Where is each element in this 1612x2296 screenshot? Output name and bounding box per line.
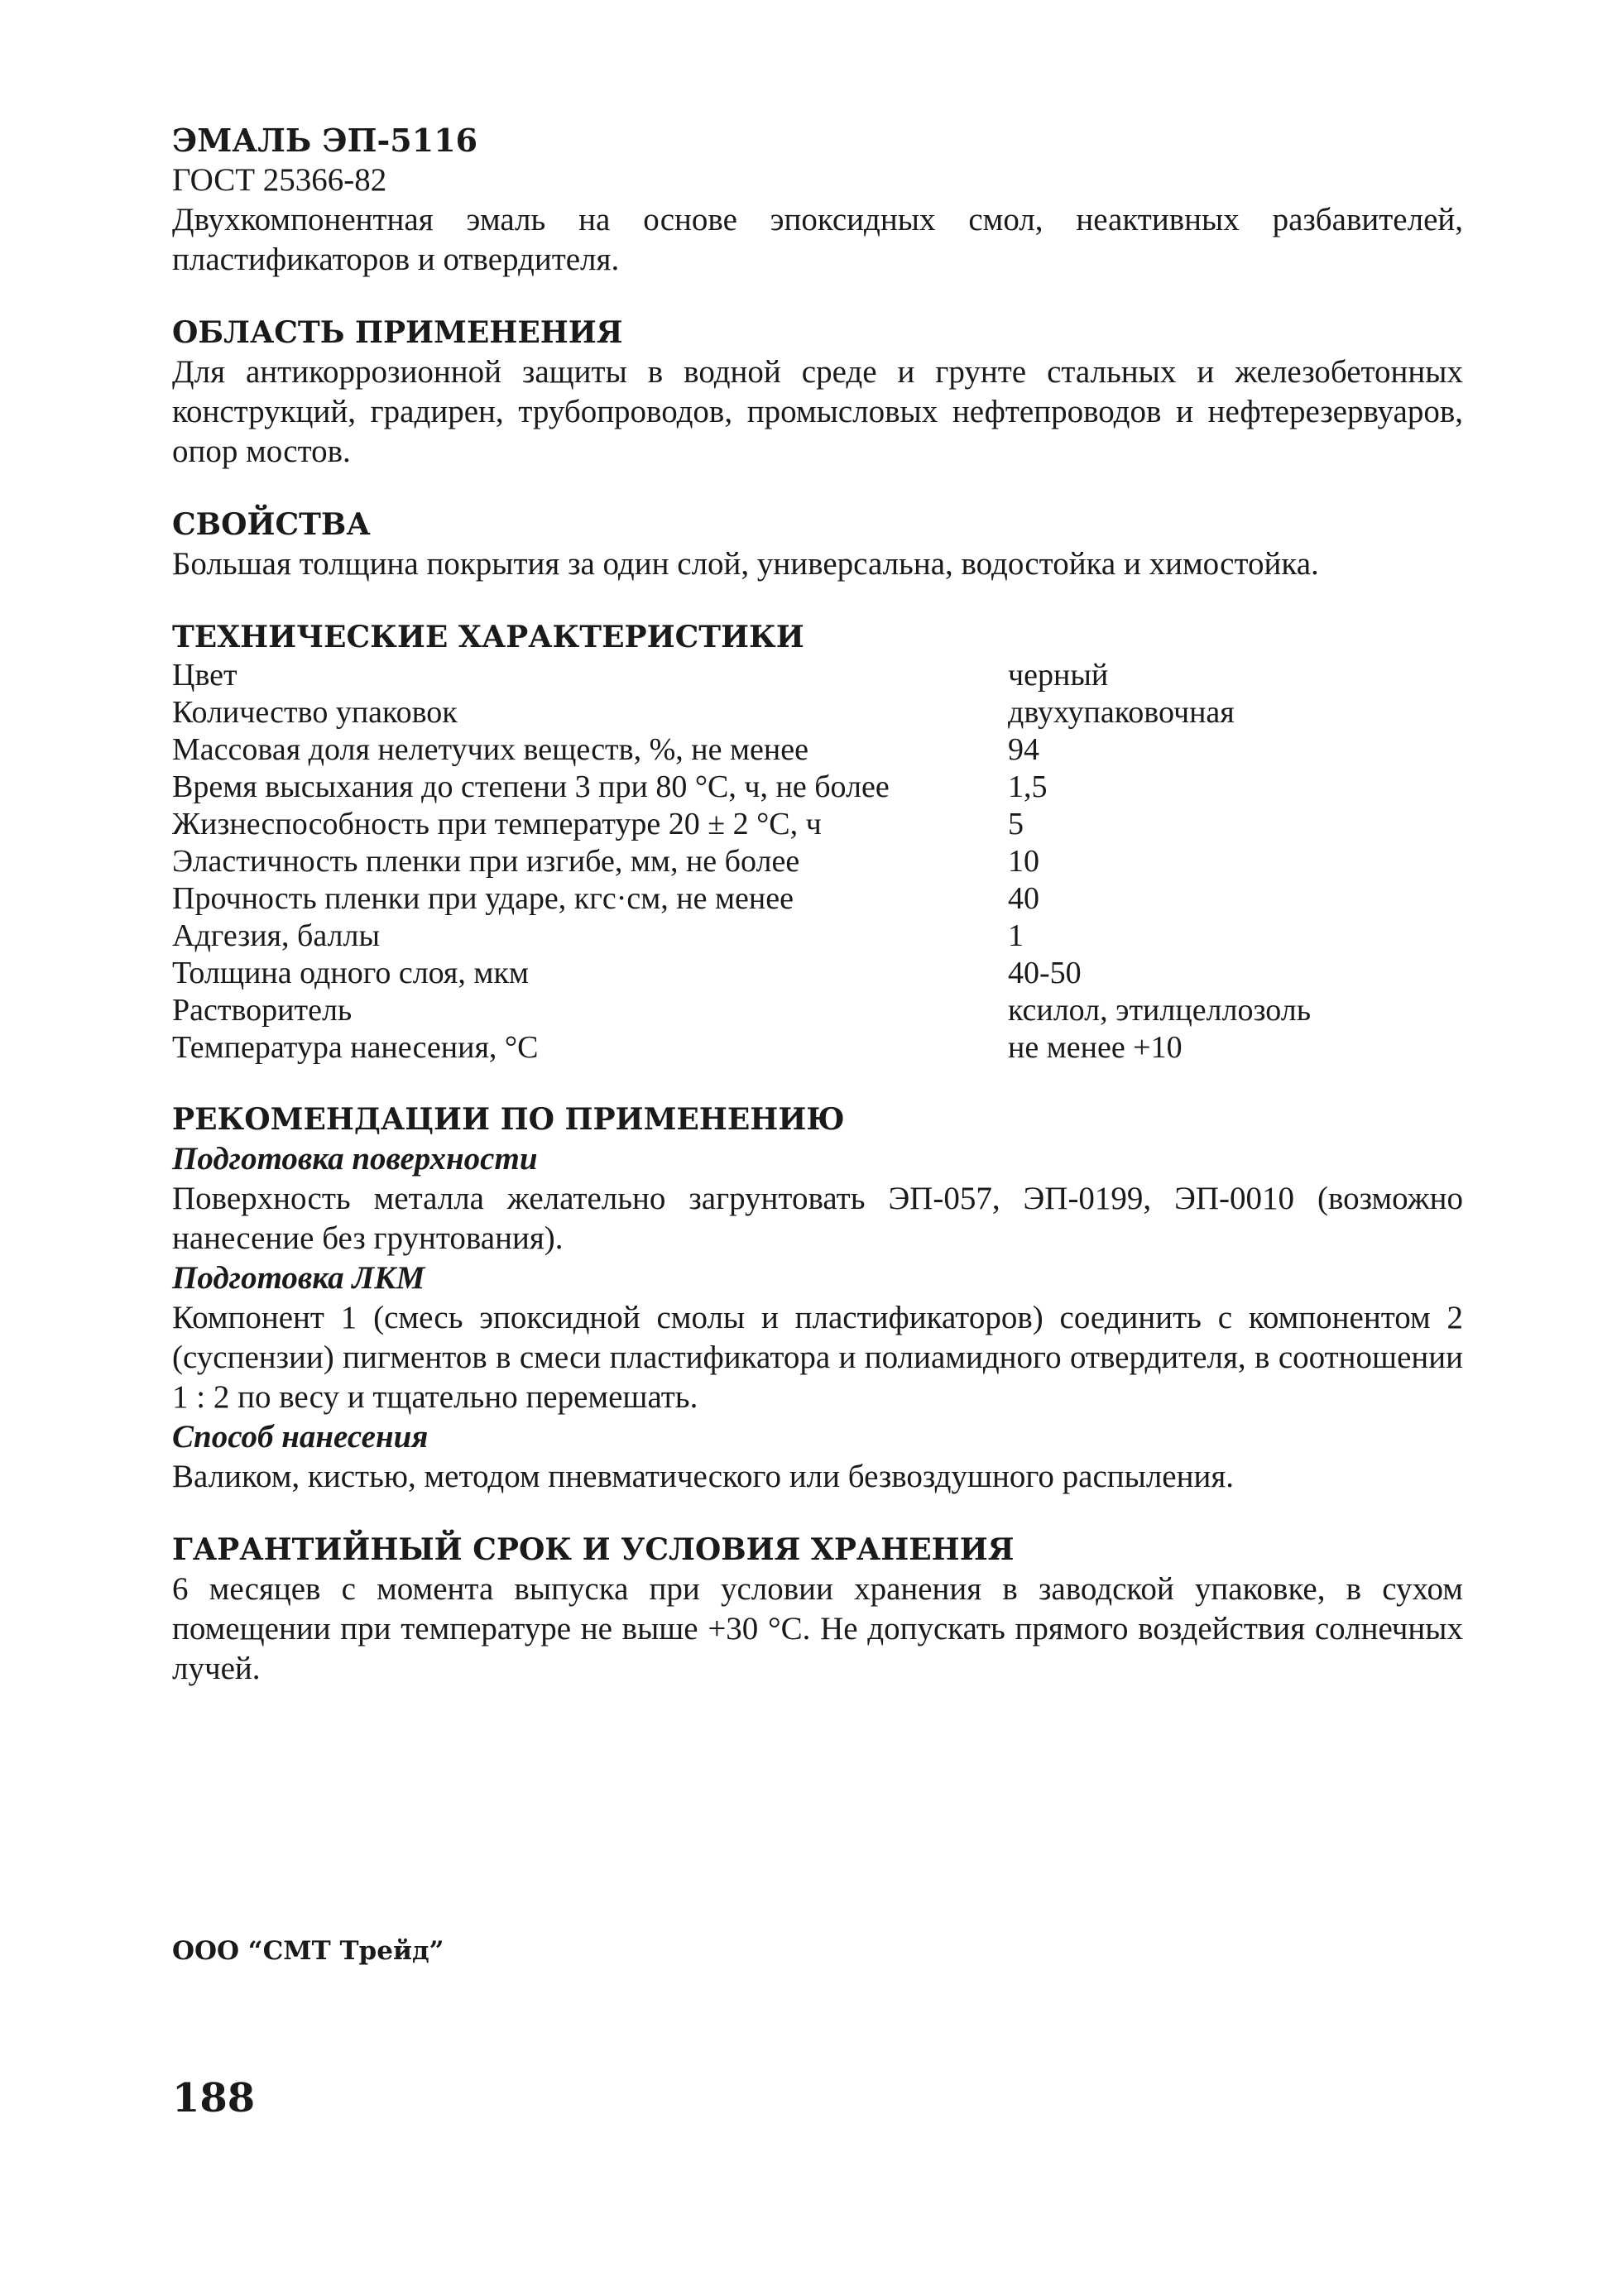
spec-value: 5: [1008, 807, 1024, 841]
spec-value: 10: [1008, 844, 1039, 879]
spec-label: Цвет: [172, 658, 237, 693]
spec-label: Адгезия, баллы: [172, 918, 381, 953]
method-heading: Способ нанесения: [172, 1419, 429, 1455]
table-row: [172, 1029, 1463, 1067]
surface-prep-heading: Подготовка поверхности: [172, 1141, 538, 1177]
surface-prep-text: Поверхность металла желательно загрунтовать ЭП-057, ЭП-0199, ЭП-0010 (возможно нанесение без грунтования).: [172, 1181, 1463, 1256]
properties-section: [172, 505, 1463, 584]
specs-table: [172, 657, 1463, 1067]
spec-label: Толщина одного слоя, мкм: [172, 956, 529, 990]
spec-label: Количество упаковок: [172, 695, 458, 730]
spec-label: Растворитель: [172, 993, 353, 1028]
spec-value: черный: [1008, 658, 1109, 693]
company-name: ООО “СМТ Трейд”: [172, 1936, 444, 1966]
table-row: [172, 880, 1463, 918]
spec-label: Массовая доля нелетучих веществ, %, не менее: [172, 732, 808, 767]
application-text: Для антикоррозионной защиты в водной среде и грунте стальных и железобетонных конструкций, градирен, трубопроводов, промысловых нефтепроводов и нефтерезервуаров, опор мостов.: [172, 354, 1463, 469]
spec-value: 40: [1008, 881, 1039, 916]
properties-text: Большая толщина покрытия за один слой, универсальна, водостойка и химостойка.: [172, 546, 1319, 582]
lkm-prep-heading: Подготовка ЛКМ: [172, 1260, 425, 1296]
gost-standard: ГОСТ 25366-82: [172, 162, 387, 198]
warranty-heading: ГАРАНТИЙНЫЙ СРОК И УСЛОВИЯ ХРАНЕНИЯ: [172, 1532, 1015, 1567]
table-row: [172, 992, 1463, 1029]
table-row: [172, 769, 1463, 806]
warranty-text: 6 месяцев с момента выпуска при условии хранения в заводской упаковке, в сухом помещении при температуре не выше +30 °С. Не допускать прямого воздействия солнечных лучей.: [172, 1571, 1463, 1686]
table-row: [172, 731, 1463, 769]
table-row: [172, 955, 1463, 992]
table-row: [172, 843, 1463, 880]
spec-value: 94: [1008, 732, 1039, 767]
warranty-section: [172, 1530, 1463, 1689]
table-row: [172, 806, 1463, 843]
lkm-prep-text: Компонент 1 (смесь эпоксидной смолы и пластификаторов) соединить с компонентом 2 (суспензии) пигментов в смеси пластификатора и полиамидного отвердителя, в соотношении 1 : 2 по весу и тщательно перемешать.: [172, 1300, 1463, 1415]
specs-section: [172, 617, 1463, 1067]
document-page: [172, 121, 1463, 1689]
table-row: [172, 694, 1463, 731]
spec-value: 40-50: [1008, 956, 1082, 990]
specs-heading: ТЕХНИЧЕСКИЕ ХАРАКТЕРИСТИКИ: [172, 620, 804, 654]
method-text: Валиком, кистью, методом пневматического или безвоздушного распыления.: [172, 1459, 1235, 1494]
properties-heading: СВОЙСТВА: [172, 507, 371, 542]
spec-value: не менее +10: [1008, 1030, 1183, 1065]
page-number: 188: [172, 2075, 256, 2121]
application-heading: ОБЛАСТЬ ПРИМЕНЕНИЯ: [172, 315, 623, 350]
application-section: [172, 313, 1463, 472]
product-title: ЭМАЛЬ ЭП-5116: [172, 122, 478, 159]
recommendations-heading: РЕКОМЕНДАЦИИ ПО ПРИМЕНЕНИЮ: [172, 1102, 845, 1137]
spec-label: Время высыхания до степени 3 при 80 °С, ч, не более: [172, 769, 890, 804]
spec-label: Жизнеспособность при температуре 20 ± 2 °С, ч: [172, 807, 822, 841]
spec-value: двухупаковочная: [1008, 695, 1235, 730]
product-description: Двухкомпонентная эмаль на основе эпоксидных смол, неактивных разбавителей, пластификаторов и отвердителя.: [172, 202, 1463, 277]
spec-value: 1,5: [1008, 769, 1048, 804]
spec-label: Температура нанесения, °С: [172, 1030, 539, 1065]
table-row: [172, 657, 1463, 694]
table-row: [172, 918, 1463, 955]
spec-value: ксилол, этилцеллозоль: [1008, 993, 1312, 1028]
recommendations-section: [172, 1100, 1463, 1497]
spec-label: Прочность пленки при ударе, кгс·см, не менее: [172, 881, 794, 916]
spec-label: Эластичность пленки при изгибе, мм, не более: [172, 844, 800, 879]
spec-value: 1: [1008, 918, 1024, 953]
